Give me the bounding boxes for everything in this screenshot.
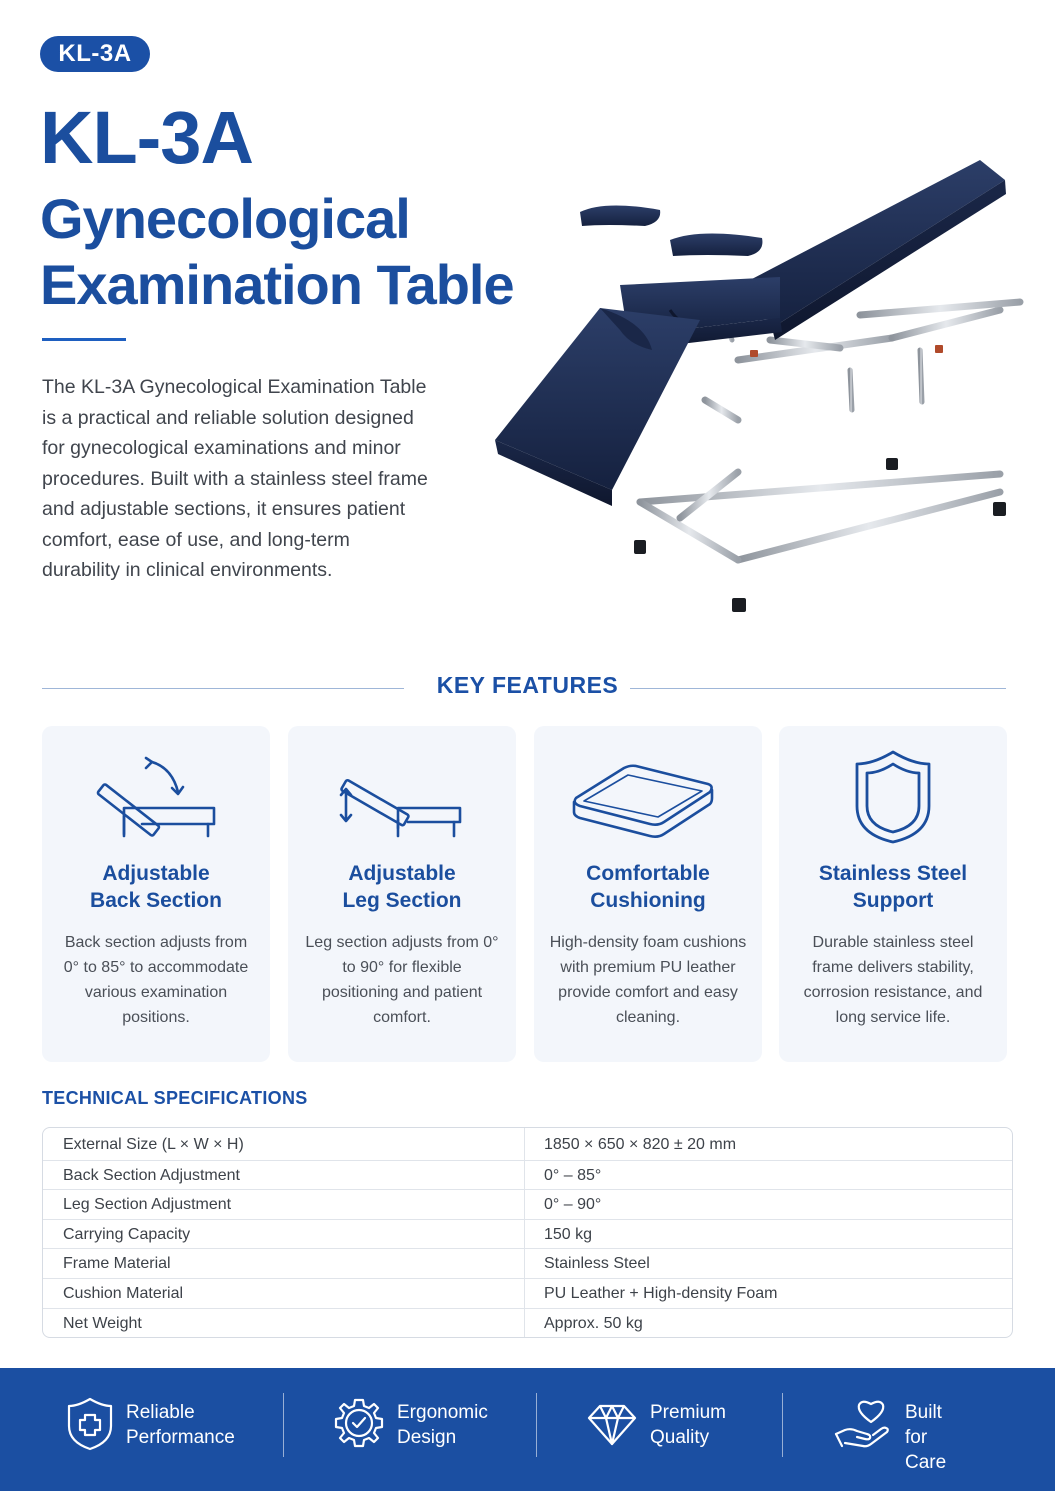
feature-title xyxy=(540,860,756,914)
spec-key: Frame Material xyxy=(63,1255,171,1273)
diamond-icon xyxy=(586,1396,638,1450)
footer-label xyxy=(905,1400,946,1475)
footer-bar xyxy=(0,1368,1055,1491)
table-row xyxy=(43,1189,1013,1219)
footer-label xyxy=(126,1400,235,1450)
table-row xyxy=(43,1308,1013,1338)
feature-card-cushion xyxy=(534,726,762,1062)
table-row xyxy=(43,1248,1013,1278)
feature-title xyxy=(785,860,1001,914)
spec-key: Cushion Material xyxy=(63,1285,184,1302)
spec-key: Carrying Capacity xyxy=(63,1225,191,1243)
shield-cross-icon xyxy=(64,1396,116,1452)
table-row xyxy=(43,1160,1013,1190)
page-title xyxy=(40,186,514,318)
feature-title-line-1: Adjustable xyxy=(102,862,210,885)
feature-card-leg xyxy=(288,726,516,1062)
key-features-heading: KEY FEATURES xyxy=(436,672,619,698)
cushion-icon xyxy=(534,746,762,866)
feature-title-line-2: Back Section xyxy=(90,889,222,912)
feature-title-line-2: Leg Section xyxy=(342,889,462,912)
footer-label xyxy=(650,1400,726,1450)
footer-label-line-2: Performance xyxy=(126,1427,235,1448)
spec-value: 0° – 90° xyxy=(544,1196,602,1214)
title-line-1: Gynecological xyxy=(40,187,410,250)
feature-title-line-2: Support xyxy=(852,889,934,912)
footer-separator xyxy=(782,1393,783,1457)
model-badge: KL-3A xyxy=(40,36,150,72)
spec-value: Stainless Steel xyxy=(544,1255,650,1273)
spec-key: External Size (L × W × H) xyxy=(63,1136,244,1153)
heart-hand-icon xyxy=(833,1396,893,1452)
key-features-rule-right xyxy=(630,688,1006,689)
specs-heading: TECHNICAL SPECIFICATIONS xyxy=(42,1088,308,1108)
footer-separator xyxy=(283,1393,284,1457)
feature-description: High-density foam cushions with premium PU leather provide comfort and easy cleaning. xyxy=(549,934,747,1026)
feature-card-steel xyxy=(779,726,1007,1062)
footer-label xyxy=(397,1400,488,1450)
feature-description: Durable stainless steel frame delivers stability, corrosion resistance, and long service life. xyxy=(803,934,983,1026)
feature-title xyxy=(48,860,264,914)
footer-label-line-1: Premium xyxy=(650,1402,727,1423)
spec-value: 150 kg xyxy=(544,1225,593,1243)
footer-label-line-2: Design xyxy=(397,1427,457,1448)
adjustable-back-icon xyxy=(42,746,270,866)
feature-card-back xyxy=(42,726,270,1062)
intro-paragraph: The KL-3A Gynecological Examination Table is a practical and reliable solution designed for gynecological examinations and minor procedures. Built with a stainless steel frame and adjustable sections, it ensures patient comfort, ease of use, and long-term durability in clinical environments. xyxy=(42,376,428,581)
footer-label-line-1: Built for xyxy=(905,1402,942,1448)
title-line-2: Examination Table xyxy=(40,253,514,316)
spec-key: Back Section Adjustment xyxy=(63,1166,240,1184)
footer-label-line-2: Care xyxy=(905,1452,947,1473)
spec-key: Net Weight xyxy=(63,1314,142,1332)
shield-icon xyxy=(779,746,1007,866)
product-image xyxy=(480,140,1040,630)
spec-value: PU Leather + High-density Foam xyxy=(544,1285,778,1302)
feature-title-line-2: Cushioning xyxy=(590,889,706,912)
feature-description: Leg section adjusts from 0° to 90° for flexible positioning and patient comfort. xyxy=(305,934,499,1026)
adjustable-leg-icon xyxy=(288,746,516,866)
spec-value: 0° – 85° xyxy=(544,1166,602,1184)
spec-value: 1850 × 650 × 820 ± 20 mm xyxy=(544,1136,737,1153)
footer-label-line-2: Quality xyxy=(650,1427,710,1448)
feature-title-line-1: Comfortable xyxy=(586,862,710,885)
footer-label-line-1: Reliable xyxy=(126,1402,195,1423)
table-row xyxy=(43,1278,1013,1308)
feature-title-line-1: Stainless Steel xyxy=(818,862,968,885)
table-row xyxy=(43,1219,1013,1249)
footer-label-line-1: Ergonomic xyxy=(397,1402,488,1423)
table-row xyxy=(43,1130,1013,1160)
footer-separator xyxy=(536,1393,537,1457)
feature-description: Back section adjusts from 0° to 85° to accommodate various examination positions. xyxy=(63,934,249,1026)
feature-title xyxy=(294,860,510,914)
feature-title-line-1: Adjustable xyxy=(348,862,456,885)
gear-check-icon xyxy=(332,1396,386,1452)
spec-value: Approx. 50 kg xyxy=(544,1314,643,1332)
spec-key: Leg Section Adjustment xyxy=(63,1196,232,1214)
title-underline xyxy=(42,338,126,341)
specs-table xyxy=(42,1127,1013,1338)
model-number: KL-3A xyxy=(40,96,253,179)
